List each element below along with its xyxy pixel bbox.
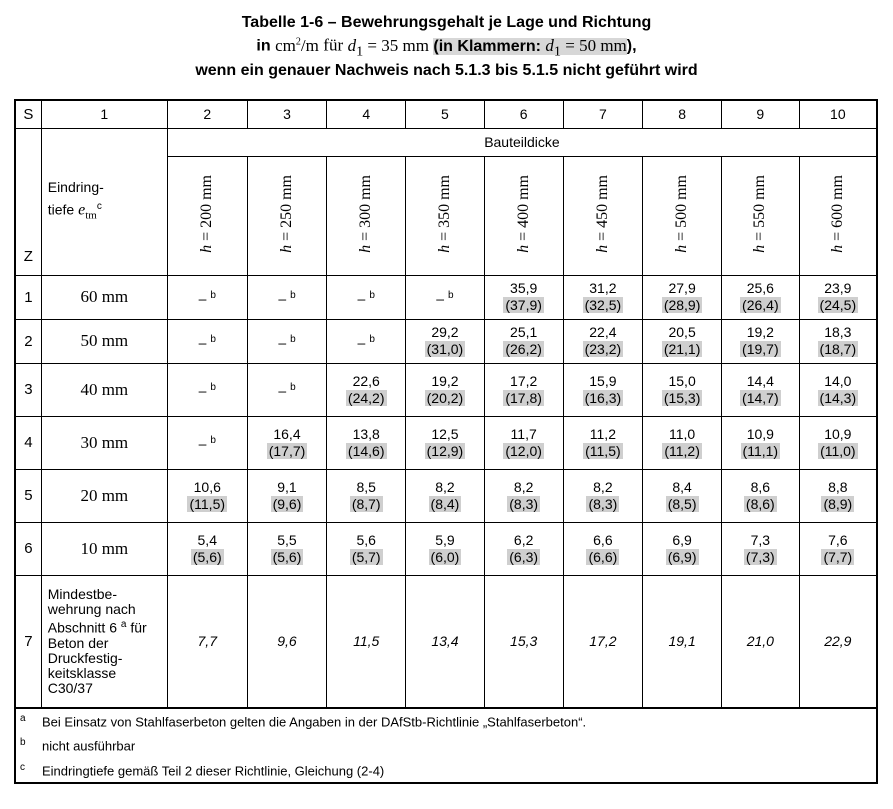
row-number: 7 <box>15 575 41 708</box>
thickness-header-3: h = 250 mm <box>247 156 327 275</box>
value-cell: 25,6 (26,4) <box>721 275 799 319</box>
bauteildicke-header: Bauteildicke <box>167 128 877 156</box>
table-row <box>15 522 877 575</box>
value-cell: 16,4 (17,7) <box>247 416 327 469</box>
minimum-value-cell: 9,6 <box>247 575 327 708</box>
title-line-2: in $cm^2/m$ für $d_1 = 35$ mm (in Klammern: $d_1 = 50$ mm), <box>256 35 637 60</box>
thickness-header-4: h = 300 mm <box>327 156 406 275</box>
title-unit: $cm^2/m$ <box>275 35 319 55</box>
footnote-row <box>15 708 877 733</box>
value-cell: 17,2 (17,8) <box>484 363 563 416</box>
col-number-6: 6 <box>484 100 563 128</box>
value-cell: – $^b$ <box>327 275 406 319</box>
thickness-header-10: h = 600 mm <box>799 156 877 275</box>
row-number: 2 <box>15 319 41 363</box>
row-label: 20 mm <box>41 469 167 522</box>
footnote-text: Bei Einsatz von Stahlfaserbeton gelten die Angaben in der DAfStb-Richtlinie „Stahlfaserbeton“. <box>42 714 587 730</box>
row-number: 1 <box>15 275 41 319</box>
col-number-5: 5 <box>406 100 485 128</box>
value-cell: 8,2 (8,3) <box>563 469 643 522</box>
value-cell: 13,8 (14,6) <box>327 416 406 469</box>
value-cell: 7,3 (7,3) <box>721 522 799 575</box>
value-cell: 11,0 (11,2) <box>643 416 722 469</box>
table-row-minimum <box>15 575 877 708</box>
value-cell: 15,0 (15,3) <box>643 363 722 416</box>
table-title <box>0 0 893 80</box>
title-in: in <box>256 37 271 55</box>
value-cell: 19,2 (20,2) <box>406 363 485 416</box>
thickness-header-7: h = 450 mm <box>563 156 643 275</box>
value-cell: 12,5 (12,9) <box>406 416 485 469</box>
col-number-9: 9 <box>721 100 799 128</box>
value-cell: 9,1 (9,6) <box>247 469 327 522</box>
value-cell: – $^b$ <box>167 319 247 363</box>
title-line-1: Tabelle 1-6 – Bewehrungsgehalt je Lage und Richtung <box>241 14 652 31</box>
title-d35: $d_1 = 35$ mm <box>347 35 429 60</box>
value-cell: – $^b$ <box>167 363 247 416</box>
footnote-text: Eindringtiefe gemäß Teil 2 dieser Richtlinie, Gleichung (2-4) <box>42 763 385 779</box>
col-number-3: 3 <box>247 100 327 128</box>
row-label: 10 mm <box>41 522 167 575</box>
reinforcement-table <box>14 99 878 784</box>
row-label: 40 mm <box>41 363 167 416</box>
value-cell: 29,2 (31,0) <box>406 319 485 363</box>
value-cell: 22,4 (23,2) <box>563 319 643 363</box>
footnote-text: nicht ausführbar <box>42 738 136 754</box>
value-cell: – $^b$ <box>167 416 247 469</box>
row-number: 5 <box>15 469 41 522</box>
col-number-8: 8 <box>643 100 722 128</box>
value-cell: 8,2 (8,4) <box>406 469 485 522</box>
row-number: 6 <box>15 522 41 575</box>
value-cell: 10,6 (11,5) <box>167 469 247 522</box>
value-cell: 7,6 (7,7) <box>799 522 877 575</box>
value-cell: 20,5 (21,1) <box>643 319 722 363</box>
thickness-header-5: h = 350 mm <box>406 156 485 275</box>
row-label: 50 mm <box>41 319 167 363</box>
eindringtiefe-header: Eindring- tiefe $e_{tm}^c$ <box>41 128 167 275</box>
col-number-10: 10 <box>799 100 877 128</box>
footnote-row <box>15 758 877 783</box>
minimum-value-cell: 21,0 <box>721 575 799 708</box>
minimum-value-cell: 19,1 <box>643 575 722 708</box>
value-cell: 8,4 (8,5) <box>643 469 722 522</box>
minimum-value-cell: 17,2 <box>563 575 643 708</box>
footnote-mark: a <box>20 712 26 724</box>
value-cell: 35,9 (37,9) <box>484 275 563 319</box>
value-cell: 6,2 (6,3) <box>484 522 563 575</box>
value-cell: 10,9 (11,1) <box>721 416 799 469</box>
value-cell: 10,9 (11,0) <box>799 416 877 469</box>
value-cell: 6,9 (6,9) <box>643 522 722 575</box>
row-number: 3 <box>15 363 41 416</box>
value-cell: 14,4 (14,7) <box>721 363 799 416</box>
value-cell: – $^b$ <box>247 275 327 319</box>
z-label: Z <box>15 128 41 275</box>
title-fuer: für <box>323 35 344 55</box>
value-cell: 15,9 (16,3) <box>563 363 643 416</box>
col-number-2: 2 <box>167 100 247 128</box>
footnote-mark: c <box>20 761 25 773</box>
value-cell: 11,7 (12,0) <box>484 416 563 469</box>
thickness-header-9: h = 550 mm <box>721 156 799 275</box>
header-row-numbers <box>15 100 877 128</box>
footnote-mark: b <box>20 737 26 749</box>
value-cell: 18,3 (18,7) <box>799 319 877 363</box>
value-cell: – $^b$ <box>406 275 485 319</box>
table-row <box>15 275 877 319</box>
col-number-4: 4 <box>327 100 406 128</box>
value-cell: 6,6 (6,6) <box>563 522 643 575</box>
value-cell: 22,6 (24,2) <box>327 363 406 416</box>
footnote-row <box>15 733 877 758</box>
value-cell: 27,9 (28,9) <box>643 275 722 319</box>
s-label: S <box>15 100 41 128</box>
value-cell: 31,2 (32,5) <box>563 275 643 319</box>
header-row-bauteildicke <box>15 128 877 156</box>
title-line-3: wenn ein genauer Nachweis nach 5.1.3 bis 5.1.5 nicht geführt wird <box>195 62 698 80</box>
value-cell: 8,8 (8,9) <box>799 469 877 522</box>
value-cell: 8,6 (8,6) <box>721 469 799 522</box>
table-row <box>15 416 877 469</box>
col-number-1: 1 <box>41 100 167 128</box>
row-label: 60 mm <box>41 275 167 319</box>
value-cell: 23,9 (24,5) <box>799 275 877 319</box>
value-cell: 19,2 (19,7) <box>721 319 799 363</box>
value-cell: 5,5 (5,6) <box>247 522 327 575</box>
minimum-value-cell: 22,9 <box>799 575 877 708</box>
row-number: 4 <box>15 416 41 469</box>
table-row <box>15 469 877 522</box>
value-cell: 14,0 (14,3) <box>799 363 877 416</box>
value-cell: – $^b$ <box>247 319 327 363</box>
thickness-header-8: h = 500 mm <box>643 156 722 275</box>
row-label-minimum: Mindestbe- wehrung nach Abschnitt 6 $^a$ für Beton der Druckfestig- keitsklasse C30/37 <box>41 575 167 708</box>
table-row <box>15 319 877 363</box>
value-cell: 5,9 (6,0) <box>406 522 485 575</box>
minimum-value-cell: 7,7 <box>167 575 247 708</box>
value-cell: – $^b$ <box>247 363 327 416</box>
value-cell: – $^b$ <box>327 319 406 363</box>
value-cell: 8,5 (8,7) <box>327 469 406 522</box>
minimum-value-cell: 13,4 <box>406 575 485 708</box>
thickness-header-2: h = 200 mm <box>167 156 247 275</box>
value-cell: 25,1 (26,2) <box>484 319 563 363</box>
thickness-header-6: h = 400 mm <box>484 156 563 275</box>
title-paren-highlight: (in Klammern: $d_1 = 50$ mm <box>433 35 627 60</box>
minimum-value-cell: 11,5 <box>327 575 406 708</box>
minimum-value-cell: 15,3 <box>484 575 563 708</box>
value-cell: 5,4 (5,6) <box>167 522 247 575</box>
value-cell: 11,2 (11,5) <box>563 416 643 469</box>
table-row <box>15 363 877 416</box>
value-cell: 5,6 (5,7) <box>327 522 406 575</box>
col-number-7: 7 <box>563 100 643 128</box>
value-cell: – $^b$ <box>167 275 247 319</box>
row-label: 30 mm <box>41 416 167 469</box>
value-cell: 8,2 (8,3) <box>484 469 563 522</box>
